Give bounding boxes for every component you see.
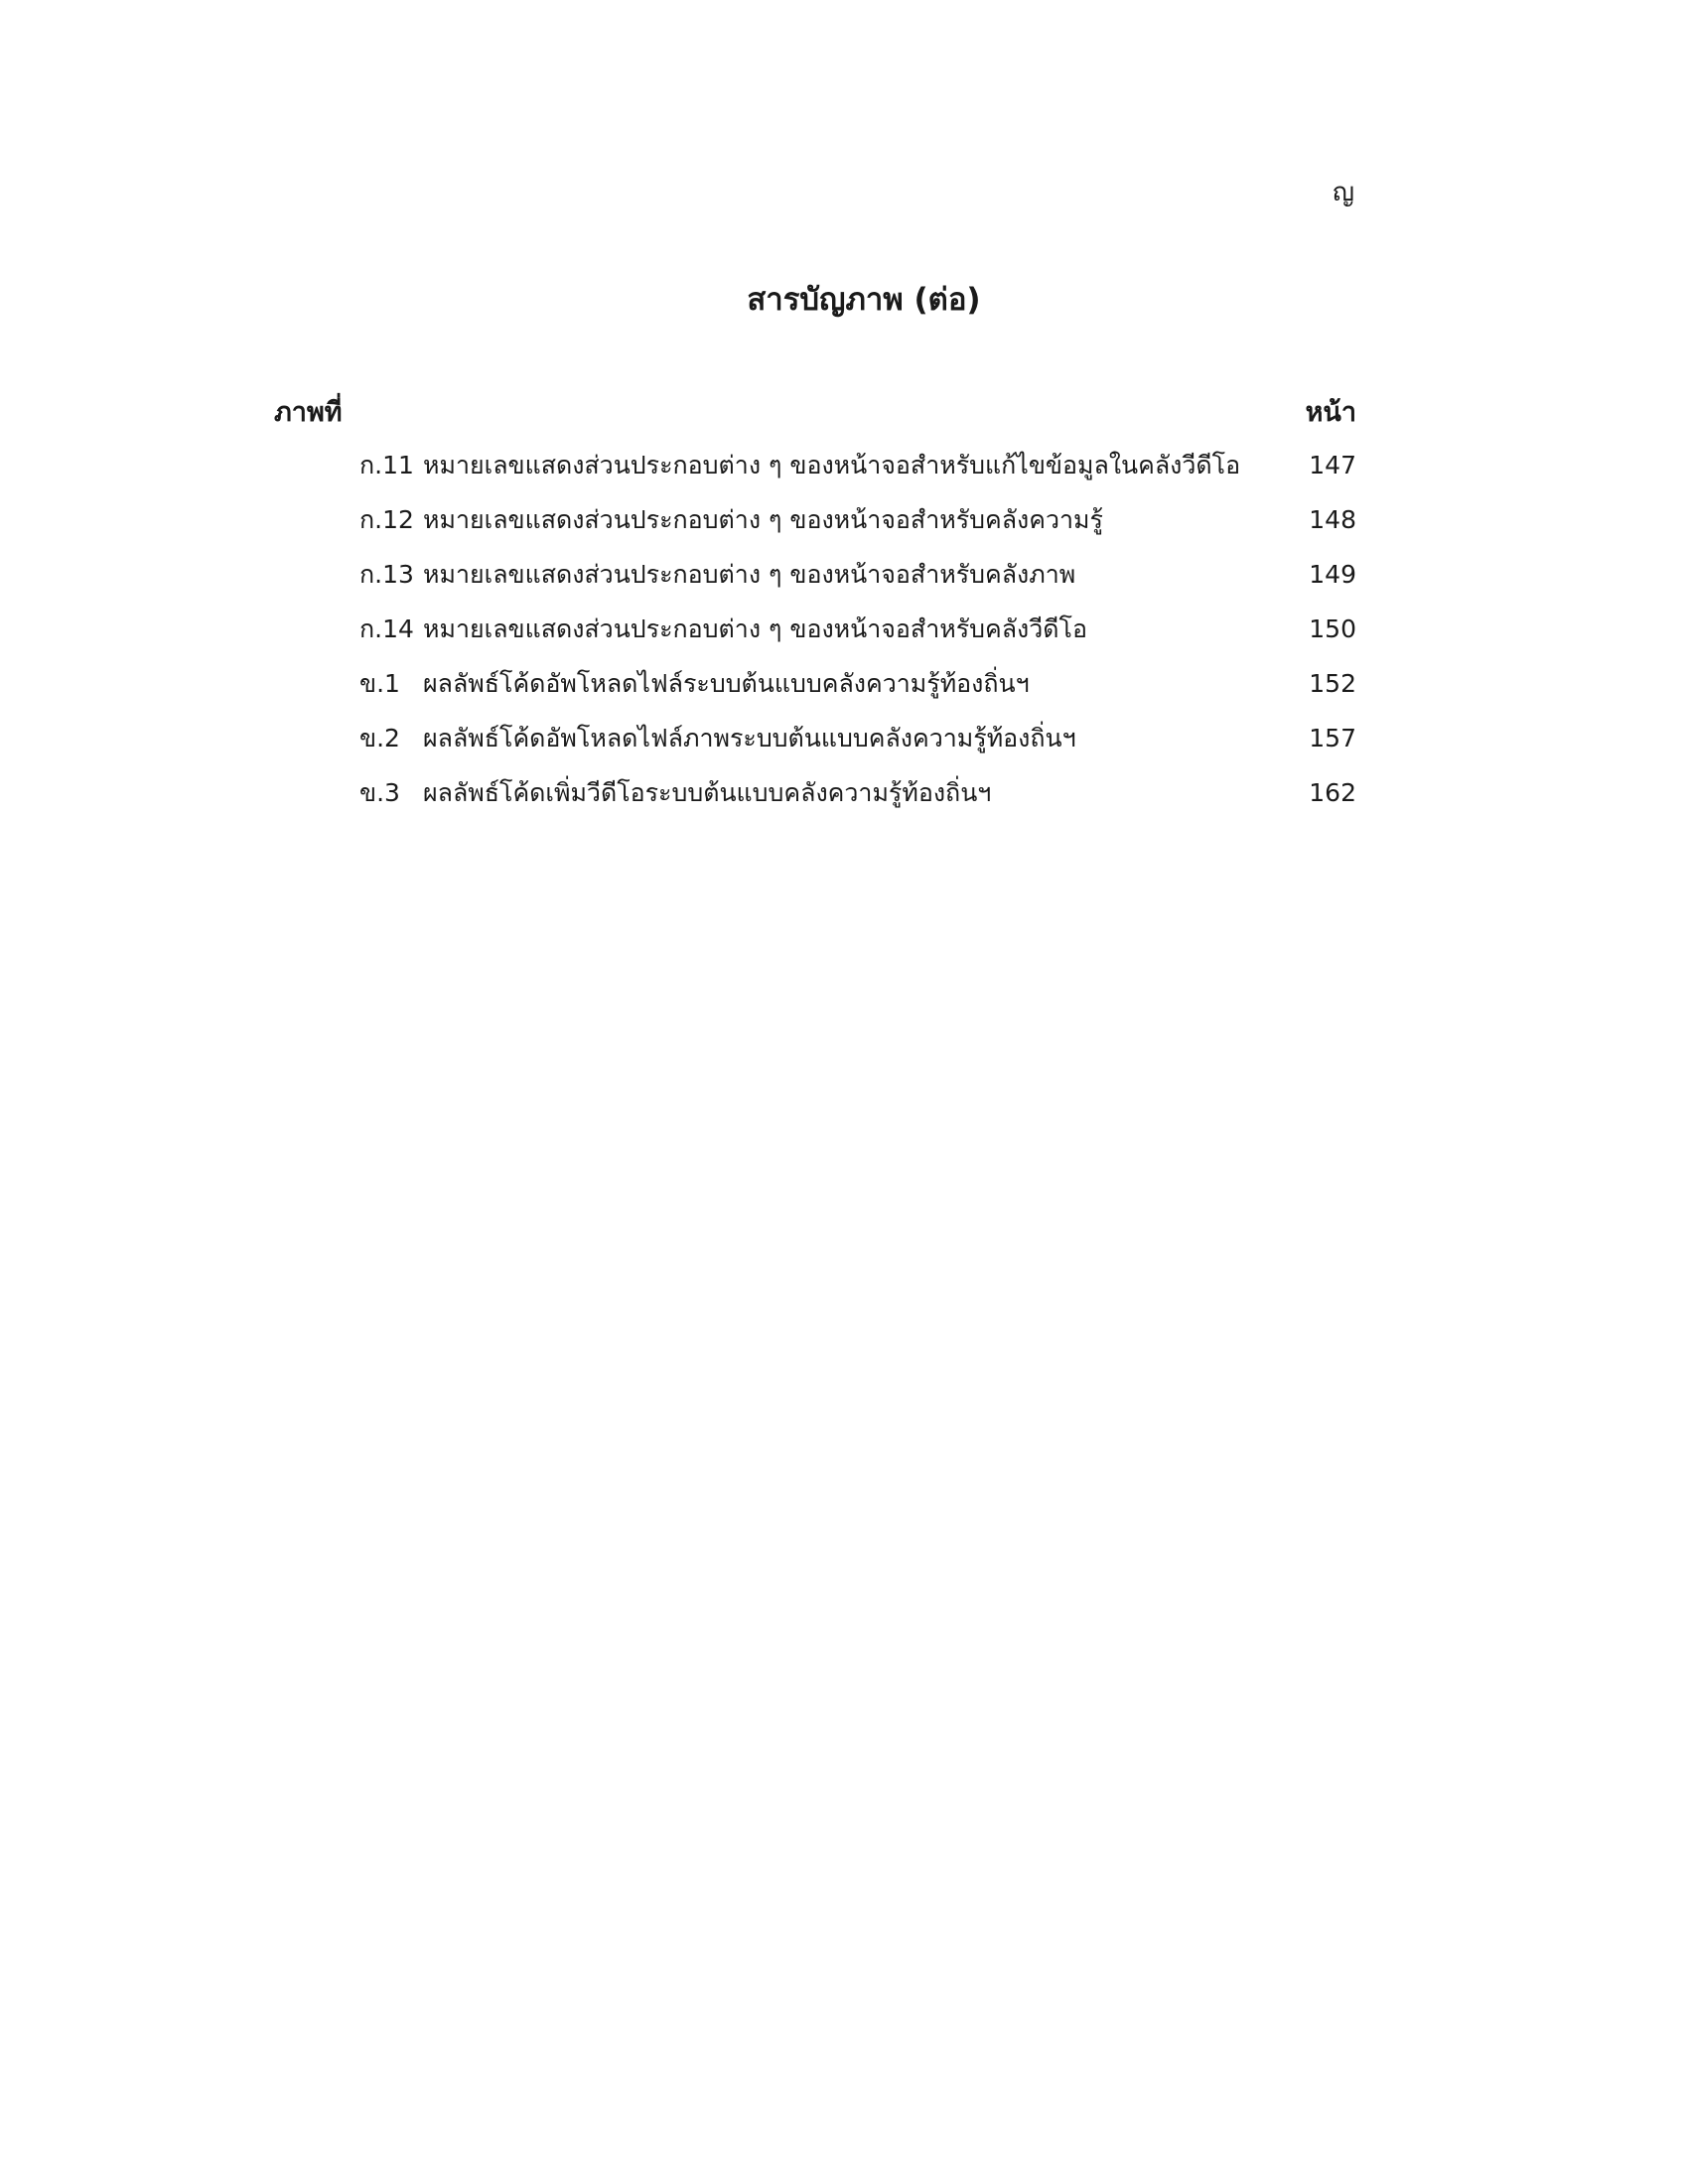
figure-number: ข.3 (359, 778, 400, 807)
figure-page: 162 (1309, 778, 1356, 807)
figure-entry (359, 770, 1356, 825)
figure-list (359, 443, 1356, 825)
figure-entry (359, 497, 1356, 552)
page-number: ญ (1332, 178, 1354, 207)
figure-page: 157 (1309, 724, 1356, 752)
page-column-header: หน้า (1305, 397, 1356, 428)
figure-number: ก.13 (359, 560, 414, 589)
figure-page: 149 (1309, 560, 1356, 589)
figure-number: ข.2 (359, 724, 400, 752)
figure-number: ก.14 (359, 614, 414, 643)
figure-number: ข.1 (359, 669, 400, 698)
list-header (274, 393, 1356, 433)
figure-page: 148 (1309, 505, 1356, 534)
page-title: สารบัญภาพ (ต่อ) (747, 282, 981, 318)
figure-page: 152 (1309, 669, 1356, 698)
figure-caption: ผลลัพธ์โค้ดอัพโหลดไฟล์ภาพระบบต้นแบบคลังความรู้ท้องถิ่นฯ (423, 724, 1076, 752)
figure-caption: ผลลัพธ์โค้ดเพิ่มวีดีโอระบบต้นแบบคลังความรู้ท้องถิ่นฯ (423, 778, 992, 807)
figure-entry (359, 716, 1356, 770)
figure-caption: หมายเลขแสดงส่วนประกอบต่าง ๆ ของหน้าจอสำหรับคลังความรู้ (423, 505, 1103, 534)
figure-caption: หมายเลขแสดงส่วนประกอบต่าง ๆ ของหน้าจอสำหรับแก้ไขข้อมูลในคลังวีดีโอ (423, 451, 1241, 479)
figure-page: 147 (1309, 451, 1356, 479)
figure-number: ก.11 (359, 451, 414, 479)
figure-entry (359, 607, 1356, 661)
figure-entry (359, 443, 1356, 497)
figure-page: 150 (1309, 614, 1356, 643)
figure-caption: ผลลัพธ์โค้ดอัพโหลดไฟล์ระบบต้นแบบคลังความรู้ท้องถิ่นฯ (423, 669, 1030, 698)
figure-number: ก.12 (359, 505, 414, 534)
figure-entry (359, 661, 1356, 716)
figure-column-header: ภาพที่ (274, 397, 343, 428)
figure-caption: หมายเลขแสดงส่วนประกอบต่าง ๆ ของหน้าจอสำหรับคลังวีดีโอ (423, 614, 1087, 643)
figure-caption: หมายเลขแสดงส่วนประกอบต่าง ๆ ของหน้าจอสำหรับคลังภาพ (423, 560, 1076, 589)
figure-entry (359, 552, 1356, 607)
